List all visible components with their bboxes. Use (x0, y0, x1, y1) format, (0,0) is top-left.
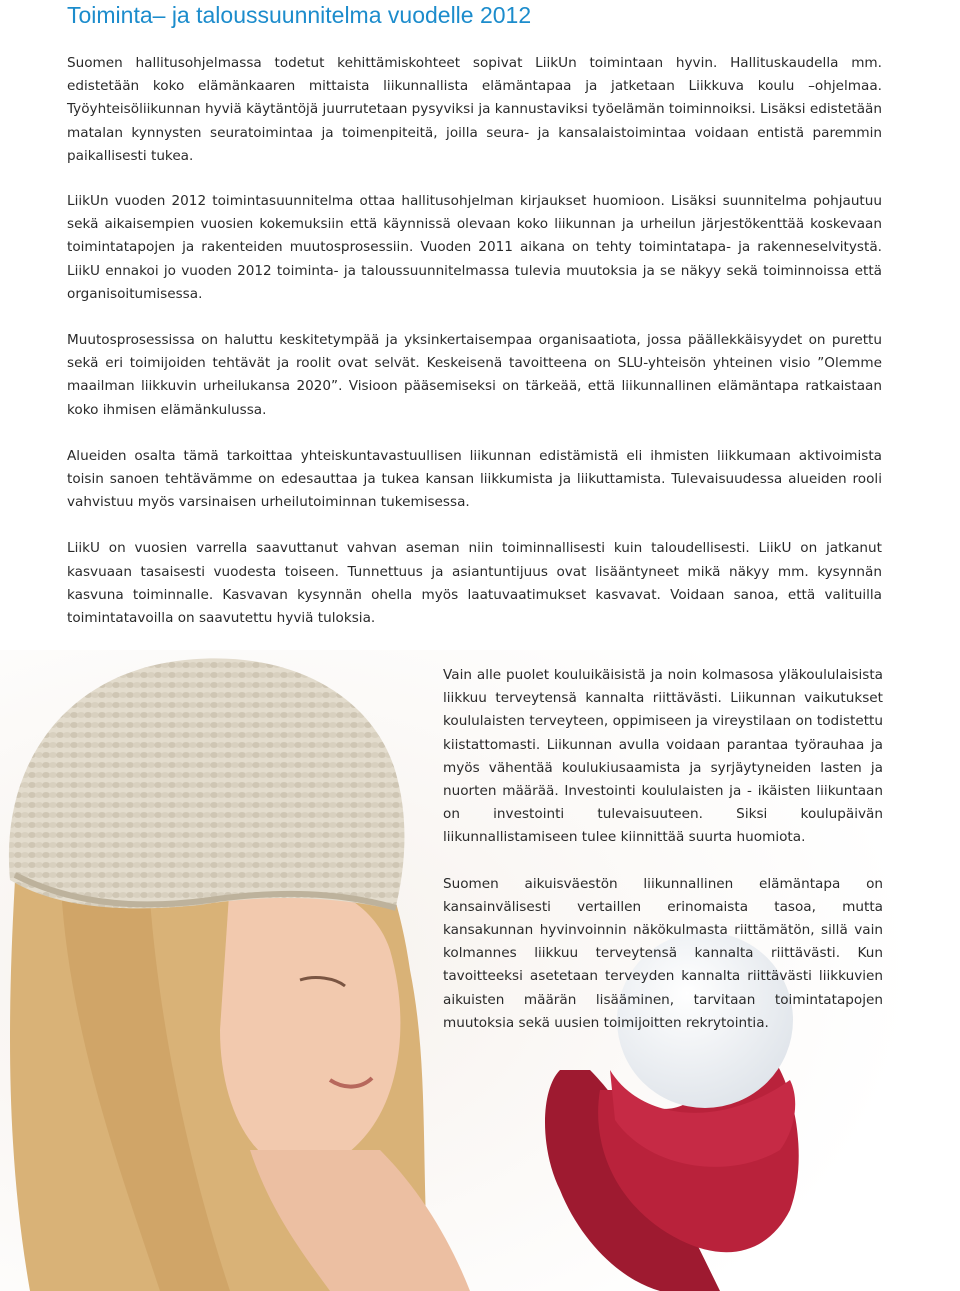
paragraph-adults: Suomen aikuisväestön liikunnallinen elämäntapa on kansainvälisesti vertaillen erinomaista tasoa, mutta kansakunnan hyvinvoinnin näkökulmasta riittämätön, sillä vain kolmannes liikkuu terveytensä kannalta riittävästi. Kun tavoitteeksi asetetaan terveyden kannalta riittävästi liikkuvien aikuisten määrän lisääminen, tarvitaan toimintatapojen muutoksia sekä uusien toimijoitten rekrytointia. (443, 875, 883, 1031)
intro-paragraph: Suomen hallitusohjelmassa todetut kehittämiskohteet sopivat LiikUn toimintaan hyvin. Hallituskaudella mm. edistetään koko elämänkaaren mittaista liikunnallista elämäntapaa ja jatketaan Liikkuva koulu –ohjelmaa. Työyhteisöliikunnan hyviä käytäntöjä juurrutetaan pysyviksi ja kannustaviksi työelämän toiminnoiksi. Lisäksi edistetään matalan kynnysten seuratoimintaa ja toimenpiteitä, joilla seura- ja kansalaistoimintaa voidaan entistä paremmin paikallisesti tukea. (67, 55, 882, 164)
body-text (67, 190, 882, 653)
side-text (443, 664, 883, 1058)
page-title: Toiminta– ja taloussuunnitelma vuodelle 2012 (67, 2, 532, 28)
paragraph-plan: LiikUn vuoden 2012 toimintasuunnitelma ottaa hallitusohjelman kirjaukset huomioon. Lisäksi suunnitelma pohjautuu sekä aikaisempien vuosien kokemuksiin että käynnissä olevaan koko liikunnan ja urheilun järjestökenttää koskevaan toimintatapojen ja rakenteiden muutosprosessiin. Vuoden 2011 aikana on tehty toimintatapa- ja rakenneselvitystä. LiikU ennakoi jo vuoden 2012 toiminta- ja taloussuunnitelmassa tulevia muutoksia ja se näkyy sekä toiminnoissa että organisoitumisessa. (67, 193, 882, 302)
paragraph-growth: LiikU on vuosien varrella saavuttanut vahvan aseman niin toiminnallisesti kuin taloudellisesti. LiikU on jatkanut kasvuaan tasaisesti vuodesta toiseen. Tunnettuus ja asiantuntijuus ovat lisääntyneet mikä näkyy mm. kysynnän kasvuna toiminnalle. Kasvavan kysynnän ohella myös laatuvaatimukset kasvavat. Voidaan sanoa, että valituilla toimintatavoilla on saavutettu hyviä tuloksia. (67, 540, 882, 627)
paragraph-regions: Alueiden osalta tämä tarkoittaa yhteiskuntavastuullisen liikunnan edistämistä eli ihmisten liikkumaan aktivoimista toisin sanoen tehtävämme on edesauttaa ja tukea kansan liikkumista ja liikuttamista. Tulevaisuudessa alueiden rooli vahvistuu myös varsinaisen urheilutoiminnan tukemisessa. (67, 447, 882, 511)
paragraph-change-process: Muutosprosessissa on haluttu keskitetympää ja yksinkertaisempaa organisaatiota, jossa päällekkäisyydet on purettu sekä eri toimijoiden tehtävät ja roolit ovat selvät. Keskeisenä tavoitteena on SLU-yhteisön yhteinen visio ”Olemme maailman liikkuvin urheilukansa 2020”. Visioon pääsemiseksi on tärkeää, että liikunnallinen elämäntapa ratkaistaan koko ihmisen elämänkulussa. (67, 332, 882, 418)
paragraph-school-children: Vain alle puolet kouluikäisistä ja noin kolmasosa yläkoululaisista liikkuu terveytensä kannalta riittävästi. Liikunnan vaikutukset koululaisten terveyteen, oppimiseen ja vireystilaan on todistettu kiistattomasti. Liikunnan avulla voidaan parantaa työrauhaa ja myös vähentää koulukiusaamista ja syrjäytyneiden lasten ja nuorten määrää. Investointi koululaisten ja - ikäisten liikuntaan on investointi tulevaisuuteen. Siksi koulupäivän liikunnallistamiseen tulee kiinnittää suurta huomiota. (443, 667, 883, 846)
